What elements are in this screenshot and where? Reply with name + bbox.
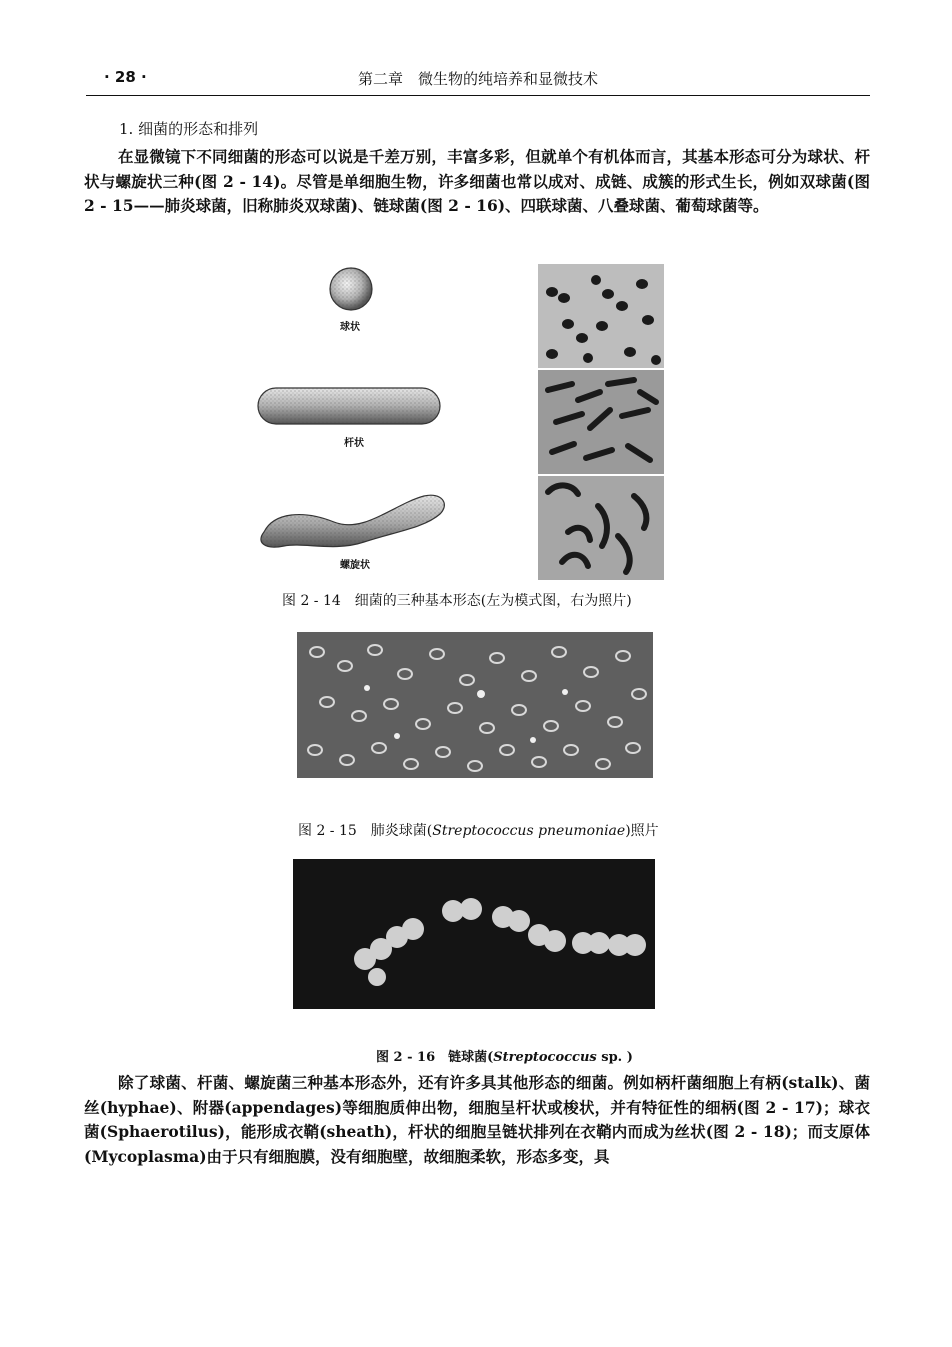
- figure-2-16-photo: [293, 859, 655, 1009]
- photo-rod: [538, 370, 664, 474]
- page-number: · 28 ·: [104, 68, 147, 86]
- figure-2-16-caption-suffix: sp. ): [596, 1050, 633, 1065]
- paragraph-other-shapes-text: 除了球菌、杆菌、螺旋菌三种基本形态外，还有许多具其他形态的细菌。例如柄杆菌细胞上有柄(stalk)、菌丝(hyphae)、附器(appendages)等细胞质伸出物，细胞呈杆状或梭状，并有特征性的细柄(图 2 - 17)；球衣菌(Sphaerotilus)，能形成衣鞘(sheath)，杆状的细胞呈链状排列在衣鞘内而成为丝状(图 2 - 18)；而支原体(Mycoplasma)由于只有细胞膜，没有细胞壁，故细胞柔软，形态多变，具: [84, 1073, 870, 1166]
- figure-2-16-caption: [376, 1046, 633, 1065]
- figure-2-15-caption-suffix: )照片: [625, 823, 659, 839]
- figure-2-14-caption: 图 2 - 14 细菌的三种基本形态(左为模式图，右为照片): [282, 593, 632, 609]
- photo-spiral: [538, 476, 664, 580]
- figure-2-15-caption-prefix: 图 2 - 15 肺炎球菌(: [298, 823, 433, 839]
- photo-coccus: [538, 264, 664, 368]
- label-spiral: 螺旋状: [340, 560, 370, 571]
- section-title: 1. 细菌的形态和排列: [119, 120, 259, 138]
- figure-2-15-photo: [297, 632, 653, 778]
- paragraph-other-shapes: [84, 1071, 870, 1169]
- figure-2-16-caption-prefix: 图 2 - 16 链球菌(: [376, 1050, 494, 1065]
- label-coccus: 球状: [340, 322, 360, 333]
- figure-2-15-caption-species: Streptococcus pneumoniae: [432, 823, 626, 839]
- figure-2-15-caption: [298, 820, 659, 840]
- paragraph-intro-text: 在显微镜下不同细菌的形态可以说是千差万别，丰富多彩，但就单个有机体而言，其基本形态可分为球状、杆状与螺旋状三种(图 2 - 14)。尽管是单细胞生物，许多细菌也常以成对、成链、成簇的形式生长，例如双球菌(图 2 - 15——肺炎球菌，旧称肺炎双球菌)、链球菌(图 2 - 16)、四联球菌、八叠球菌、葡萄球菌等。: [84, 147, 870, 215]
- label-rod: 杆状: [344, 438, 364, 449]
- coccus-diagram: [326, 264, 376, 314]
- figure-2-14: [240, 258, 670, 588]
- header-rule: [86, 95, 870, 96]
- running-header: [86, 66, 870, 92]
- paragraph-intro: [84, 145, 870, 219]
- chapter-title: 第二章 微生物的纯培养和显微技术: [357, 70, 598, 88]
- spiral-diagram: [254, 484, 454, 554]
- figure-2-16-caption-species: Streptococcus: [493, 1050, 597, 1065]
- rod-diagram: [254, 382, 444, 432]
